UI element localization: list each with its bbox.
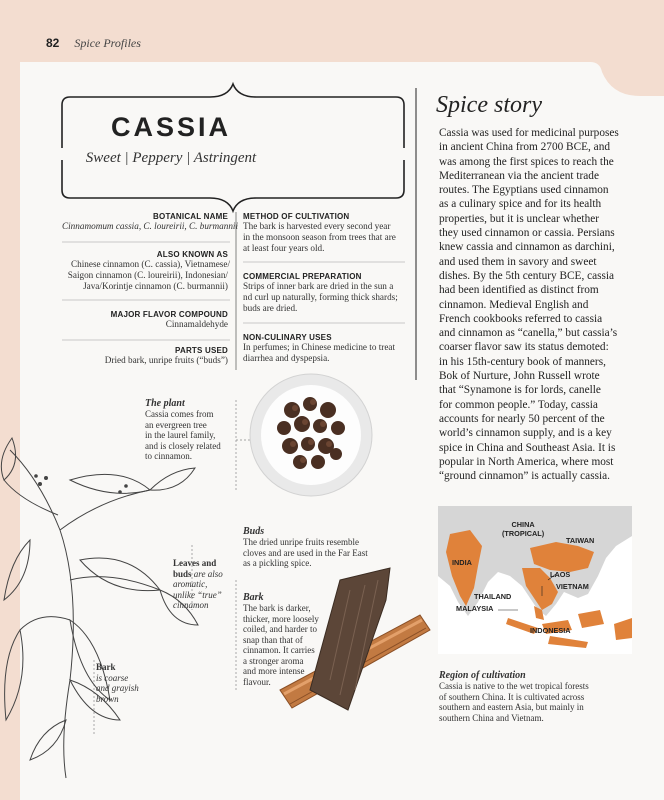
plant-line: an evergreen tree xyxy=(145,419,207,430)
flavor-compound-block xyxy=(62,310,228,330)
story-line: they used cinnamon or cassia. Persians xyxy=(439,227,615,240)
parts-used-label: PARTS USED xyxy=(175,346,228,355)
preparation-block xyxy=(243,272,407,314)
bark-plant-heading: Bark xyxy=(96,662,116,672)
map-caption-heading: Region of cultivation xyxy=(439,670,526,681)
story-line: world’s cinnamon supply, and is a key xyxy=(439,427,612,440)
map-caption xyxy=(439,670,589,723)
story-line: cinnamon. Medieval English and xyxy=(439,298,589,311)
plant-line: and is closely related xyxy=(145,440,221,451)
flavor-compound: Cinnamaldehyde xyxy=(165,319,228,329)
story-line: Cassia was used for medicinal purposes xyxy=(439,127,619,139)
bark-line: cinnamon. It carries xyxy=(243,645,315,655)
spice-title: CASSIA xyxy=(110,112,231,142)
bark-caption xyxy=(243,592,319,687)
leaves-caption xyxy=(173,558,223,611)
plant-line: in the laurel family, xyxy=(145,430,216,440)
map-label-india: INDIA xyxy=(452,558,472,567)
non-culinary-line: diarrhea and dyspepsia. xyxy=(243,353,330,363)
story-line: routes. The Egyptians used cinnamon xyxy=(439,184,609,197)
leaves-heading-2: buds xyxy=(173,568,192,579)
buds-line: The dried unripe fruits resemble xyxy=(243,537,359,547)
preparation-line: Strips of inner bark are dried in the sun a xyxy=(243,281,394,291)
map-label-china-sub: (TROPICAL) xyxy=(502,529,545,538)
leaves-line: are also xyxy=(193,568,223,579)
story-line: accounts for nearly 50 percent of the xyxy=(439,412,605,425)
page-number: 82 xyxy=(46,36,60,50)
non-culinary-block xyxy=(243,333,407,364)
also-known-as-block xyxy=(62,250,228,292)
story-line: and used them in savory and sweet xyxy=(439,255,597,268)
cultivation-line: in the monsoon season from trees that are xyxy=(243,232,396,242)
map-label-indonesia: INDONESIA xyxy=(530,626,571,635)
bark-line: thicker, more loosely xyxy=(243,613,319,624)
plant-caption xyxy=(145,398,221,462)
parts-used-block xyxy=(62,346,228,366)
bark-line: snap than that of xyxy=(243,634,303,645)
cultivation-line: at least four years old. xyxy=(243,243,325,253)
cultivation-line: The bark is harvested every second year xyxy=(243,221,391,231)
map-caption-line: southern and eastern Asia, but mainly in xyxy=(439,702,584,712)
bark-line: a stronger aroma xyxy=(243,655,304,666)
bark-line: The bark is darker, xyxy=(243,603,311,613)
botanical-name-block xyxy=(62,212,239,232)
story-line: Mediterranean via the ancient trade xyxy=(439,169,599,182)
flavor-compound-label: MAJOR FLAVOR COMPOUND xyxy=(110,310,228,319)
story-line: spice in China and Southeast Asia. It is xyxy=(439,441,616,454)
leaves-line: unlike “true” xyxy=(173,589,222,600)
story-line: Bok of Nurture, John Russell wrote xyxy=(439,370,600,383)
map-caption-line: Cassia is native to the wet tropical forests xyxy=(439,681,589,691)
story-line: “ground cinnamon” is actually cassia. xyxy=(439,470,610,483)
bark-heading: Bark xyxy=(243,592,264,603)
map-label-china-name: CHINA xyxy=(511,520,535,529)
flavor-profile: Sweet | Peppery | Astringent xyxy=(85,150,257,166)
bark-plant-line: brown xyxy=(96,693,119,704)
preparation-label: COMMERCIAL PREPARATION xyxy=(243,272,362,281)
story-line: dishes. By the 5th century BCE, cassia xyxy=(439,269,615,282)
botanical-name-label: BOTANICAL NAME xyxy=(153,212,228,221)
story-line: that “Synamone is for lords, canelle xyxy=(439,384,601,397)
story-line: French cookbooks referred to cassia xyxy=(439,312,603,325)
also-known-as-label: ALSO KNOWN AS xyxy=(156,250,228,259)
also-known-as-line: Chinese cinnamon (C. cassia), Vietnamese/ xyxy=(71,259,230,269)
bark-plant-line: is coarse xyxy=(96,672,129,683)
bark-line: coiled, and harder to xyxy=(243,624,317,634)
leaves-heading: Leaves and xyxy=(173,558,217,568)
story-line: popular in North America, where most xyxy=(439,455,614,468)
story-line: had been identified as distinct from xyxy=(439,284,599,297)
cultivation-block xyxy=(243,212,407,254)
buds-bowl-image xyxy=(248,372,374,498)
story-line: coarser flavor saw its status demoted: xyxy=(439,341,609,354)
map-label-vietnam: VIETNAM xyxy=(556,582,589,591)
preparation-line: nd curl up naturally, forming thick shards; xyxy=(243,292,398,302)
plant-line: Cassia comes from xyxy=(145,409,214,419)
plant-heading: The plant xyxy=(145,398,185,409)
plant-line: to cinnamon. xyxy=(145,451,192,461)
story-line: was among the first spices to reach the xyxy=(439,155,614,168)
map-label-china xyxy=(502,520,544,538)
leaves-line: aromatic, xyxy=(173,579,208,589)
bark-line: and more intense xyxy=(243,666,305,676)
buds-line: cloves and are used in the Far East xyxy=(243,547,368,558)
story-line: and cinnamon as “canella,” but cassia’s xyxy=(439,327,618,340)
spice-story-body xyxy=(439,126,627,483)
bark-line: flavour. xyxy=(243,676,271,687)
cultivation-map xyxy=(438,506,632,654)
buds-line: as a pickling spice. xyxy=(243,558,312,568)
map-label-thailand: THAILAND xyxy=(474,592,512,601)
cultivation-label: METHOD OF CULTIVATION xyxy=(243,212,350,221)
preparation-line: buds are dried. xyxy=(243,303,298,313)
story-line: in ancient China from 2700 BCE, and xyxy=(439,141,610,154)
buds-heading: Buds xyxy=(243,526,265,537)
map-caption-line: of southern China. It is cultivated across xyxy=(439,691,585,702)
story-line: as a culinary spice and for its health xyxy=(439,198,602,211)
story-line: in his 15th-century book of manners, xyxy=(439,355,606,368)
leaves-line: cinnamon xyxy=(173,600,209,610)
map-caption-line: southern China and Vietnam. xyxy=(439,712,544,723)
non-culinary-line: In perfumes; in Chinese medicine to treat xyxy=(243,342,396,352)
parts-used: Dried bark, unripe fruits (“buds”) xyxy=(104,355,228,365)
story-line: knew cassia and cinnamon as darchini, xyxy=(439,241,615,254)
story-line: properties, but it is unclear whether xyxy=(439,212,599,225)
map-label-taiwan: TAIWAN xyxy=(566,536,595,545)
also-known-as-line: Saigon cinnamon (C. loureirii), Indonesian/ xyxy=(67,270,228,280)
story-line: for common people.” Today, cassia xyxy=(439,398,598,411)
plant-illustration xyxy=(0,420,200,780)
also-known-as-line: Java/Korintje cinnamon (C. burmannii) xyxy=(83,281,228,291)
section-title: Spice Profiles xyxy=(74,36,141,50)
map-label-laos: LAOS xyxy=(550,570,571,579)
buds-caption xyxy=(243,526,368,569)
spice-story-heading: Spice story xyxy=(436,92,542,118)
bark-plant-line: and grayish xyxy=(96,683,139,693)
map-label-malaysia: MALAYSIA xyxy=(456,604,494,613)
non-culinary-label: NON-CULINARY USES xyxy=(243,333,332,342)
botanical-name: Cinnamomum cassia, C. loureirii, C. burmannii xyxy=(62,221,239,231)
bark-plant-caption xyxy=(96,662,139,704)
